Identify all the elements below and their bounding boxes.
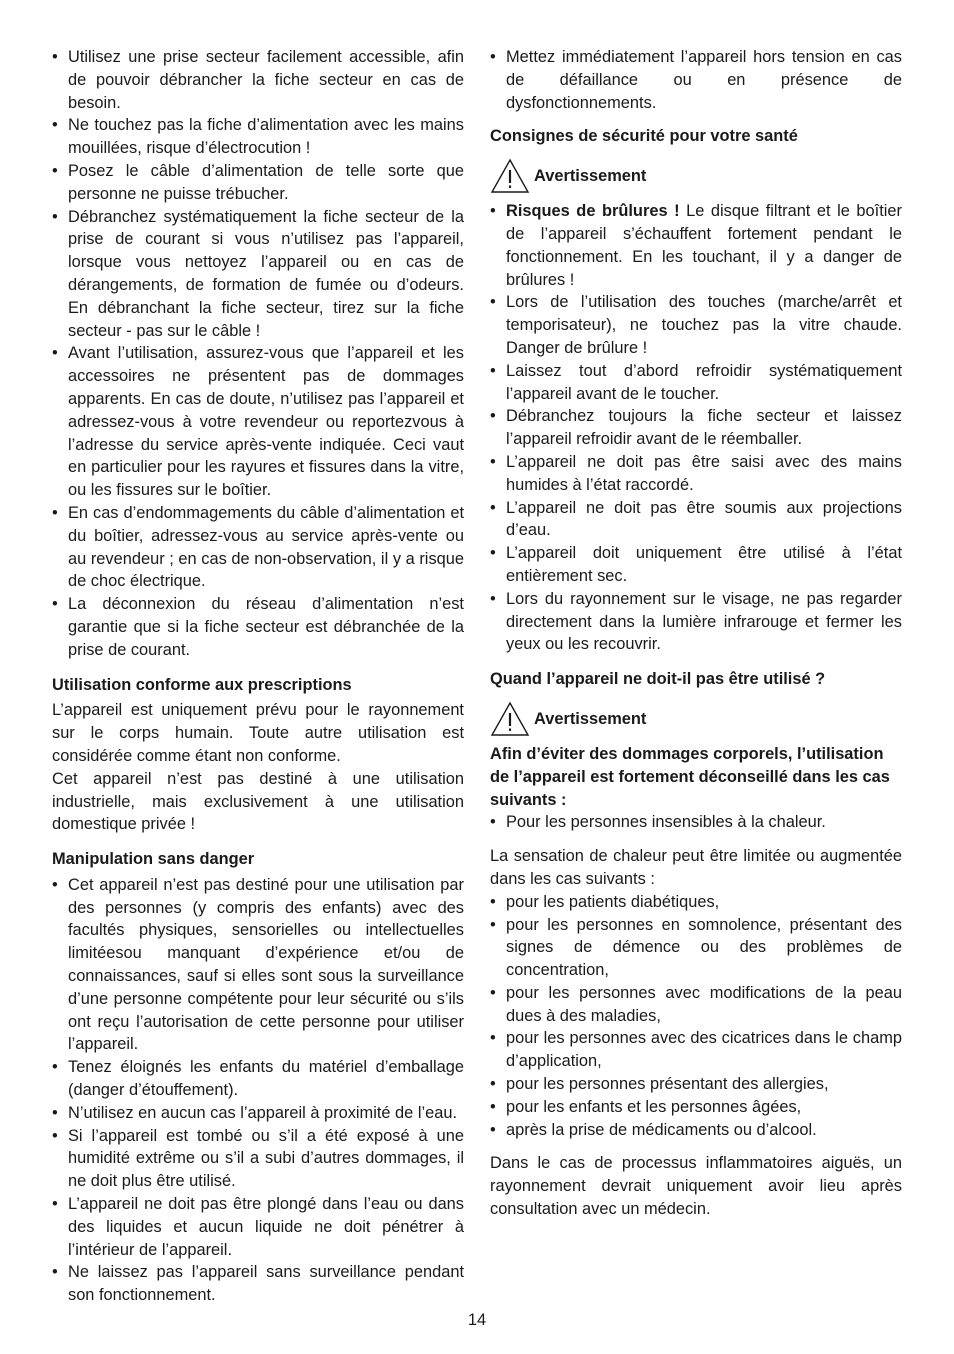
list-item: • L’appareil ne doit pas être soumis aux projections d’eau. <box>490 497 902 543</box>
section-heading-usage: Utilisation conforme aux prescriptions <box>52 675 352 694</box>
warning-label: Avertissement <box>534 166 647 185</box>
when-list <box>490 811 902 834</box>
list-item: • Mettez immédiatement l’appareil hors tension en cas de défaillance ou en présence de dysfonctionnements. <box>490 46 902 114</box>
list-item: • Ne laissez pas l’appareil sans surveillance pendant son fonctionnement. <box>52 1261 464 1307</box>
list-item: • L’appareil doit uniquement être utilisé à l’état entièrement sec. <box>490 542 902 588</box>
handling-list <box>52 874 464 1307</box>
list-item: • Lors de l’utilisation des touches (marche/arrêt et temporisateur), ne touchez pas la vitre chaude. Danger de brûlure ! <box>490 291 902 359</box>
list-item: • pour les personnes en somnolence, présentant des signes de démence ou des problèmes de concentration, <box>490 914 902 982</box>
list-item: • Tenez éloignés les enfants du matériel d’emballage (danger d’étouffement). <box>52 1056 464 1102</box>
list-item: • L’appareil ne doit pas être saisi avec des mains humides à l’état raccordé. <box>490 451 902 497</box>
warning-label: Avertissement <box>534 709 647 728</box>
list-item: • pour les personnes avec modifications de la peau dues à des maladies, <box>490 982 902 1028</box>
list-item: • Si l’appareil est tombé ou s’il a été exposé à une humidité extrême ou s’il a subi d’autres dommages, il ne doit plus être utilisé. <box>52 1125 464 1193</box>
list-item: • Ne touchez pas la fiche d’alimentation avec les mains mouillées, risque d’électrocution ! <box>52 114 464 160</box>
top-list <box>490 46 902 114</box>
list-item: • En cas d’endommagements du câble d’alimentation et du boîtier, adressez-vous au service après-vente ou au revendeur ; en cas de non-observation, il y a risque de choc électrique. <box>52 502 464 593</box>
list-item: • pour les enfants et les personnes âgées, <box>490 1096 902 1119</box>
list-item: • après la prise de médicaments ou d’alcool. <box>490 1119 902 1142</box>
usage-paragraph: L’appareil est uniquement prévu pour le rayonnement sur le corps humain. Toute autre utilisation est considérée comme étant non conforme. <box>52 701 464 765</box>
page-number: 14 <box>467 1311 487 1329</box>
closing-paragraph: Dans le cas de processus inflammatoires aiguës, un rayonnement devrait uniquement avoir lieu après consultation avec un médecin. <box>490 1154 902 1219</box>
right-column <box>490 46 902 1221</box>
burn-warning-text: Le disque filtrant et le boîtier de l’appareil s’échauffent fortement pendant le fonctionnement. En les touchant, il y a danger de brûlures ! <box>506 202 902 289</box>
list-item: • Débranchez toujours la fiche secteur et laissez l’appareil refroidir avant de le réemballer. <box>490 405 902 451</box>
when-lead-paragraph: Afin d’éviter des dommages corporels, l’utilisation de l’appareil est fortement déconseillé dans les cas suivants : <box>490 744 890 809</box>
list-item: • Lors du rayonnement sur le visage, ne pas regarder directement dans la lumière infrarouge et fermer les yeux ou les recouvrir. <box>490 588 902 656</box>
safety-list <box>52 46 464 662</box>
list-item: • Avant l’utilisation, assurez-vous que l’appareil et les accessoires ne présentent pas de dommages apparents. En cas de doute, n’utilisez pas l’appareil et adressez-vous à votre revendeur ou reportezvous à l’adresse du service après-vente indiquée. Ceci vaut en particulier pour les rayures et fissures dans la vitre, ou les fissures sur le boîtier. <box>52 342 464 502</box>
list-item: • Débranchez systématiquement la fiche secteur de la prise de courant si vous n’utilisez pas l’appareil, lorsque vous nettoyez l’appareil ou en cas de dérangements, de formation de fumée ou d’odeurs. En débranchant la fiche secteur, tirez sur la fiche secteur - pas sur le câble ! <box>52 206 464 343</box>
list-item: • pour les patients diabétiques, <box>490 891 902 914</box>
sensation-paragraph: La sensation de chaleur peut être limitée ou augmentée dans les cas suivants : <box>490 847 902 888</box>
list-item: • Laissez tout d’abord refroidir systématiquement l’appareil avant de le toucher. <box>490 360 902 406</box>
warning-triangle-icon <box>490 158 530 194</box>
list-item <box>490 200 902 291</box>
list-item: • pour les personnes avec des cicatrices dans le champ d’application, <box>490 1027 902 1073</box>
section-heading-handling: Manipulation sans danger <box>52 850 255 869</box>
warning-header <box>490 158 902 194</box>
warning-triangle-icon <box>490 701 530 737</box>
health-list <box>490 200 902 656</box>
list-item: • Utilisez une prise secteur facilement accessible, afin de pouvoir débrancher la fiche secteur en cas de besoin. <box>52 46 464 114</box>
burn-warning-bold: Risques de brûlures ! <box>506 202 680 221</box>
section-heading-health: Consignes de sécurité pour votre santé <box>490 127 798 146</box>
warning-header <box>490 701 902 737</box>
sensation-list <box>490 891 902 1142</box>
list-item: • N’utilisez en aucun cas l’appareil à proximité de l’eau. <box>52 1102 464 1125</box>
left-column <box>52 46 464 1307</box>
list-item: • L’appareil ne doit pas être plongé dans l’eau ou dans des liquides et aucun liquide ne doit pénétrer à l’intérieur de l’appareil. <box>52 1193 464 1261</box>
usage-paragraph: Cet appareil n’est pas destiné à une utilisation industrielle, mais exclusivement à une utilisation domestique privée ! <box>52 769 464 834</box>
list-item: • Pour les personnes insensibles à la chaleur. <box>490 811 902 834</box>
list-item: • pour les personnes présentant des allergies, <box>490 1073 902 1096</box>
list-item: • La déconnexion du réseau d’alimentation n’est garantie que si la fiche secteur est débranchée de la prise de courant. <box>52 593 464 661</box>
list-item: • Posez le câble d’alimentation de telle sorte que personne ne puisse trébucher. <box>52 160 464 206</box>
section-heading-when: Quand l’appareil ne doit-il pas être utilisé ? <box>490 670 826 689</box>
list-item: • Cet appareil n’est pas destiné pour une utilisation par des personnes (y compris des enfants) avec des facultés physiques, sensorielles ou intellectuelles limitéesou manquant d’expérience et/ou de connaissances, sauf si elles sont sous la surveillance d’une personne compétente pour leur sécurité ou s’ils ont reçu l’autorisation de cette personne pour utiliser l’appareil. <box>52 874 464 1056</box>
